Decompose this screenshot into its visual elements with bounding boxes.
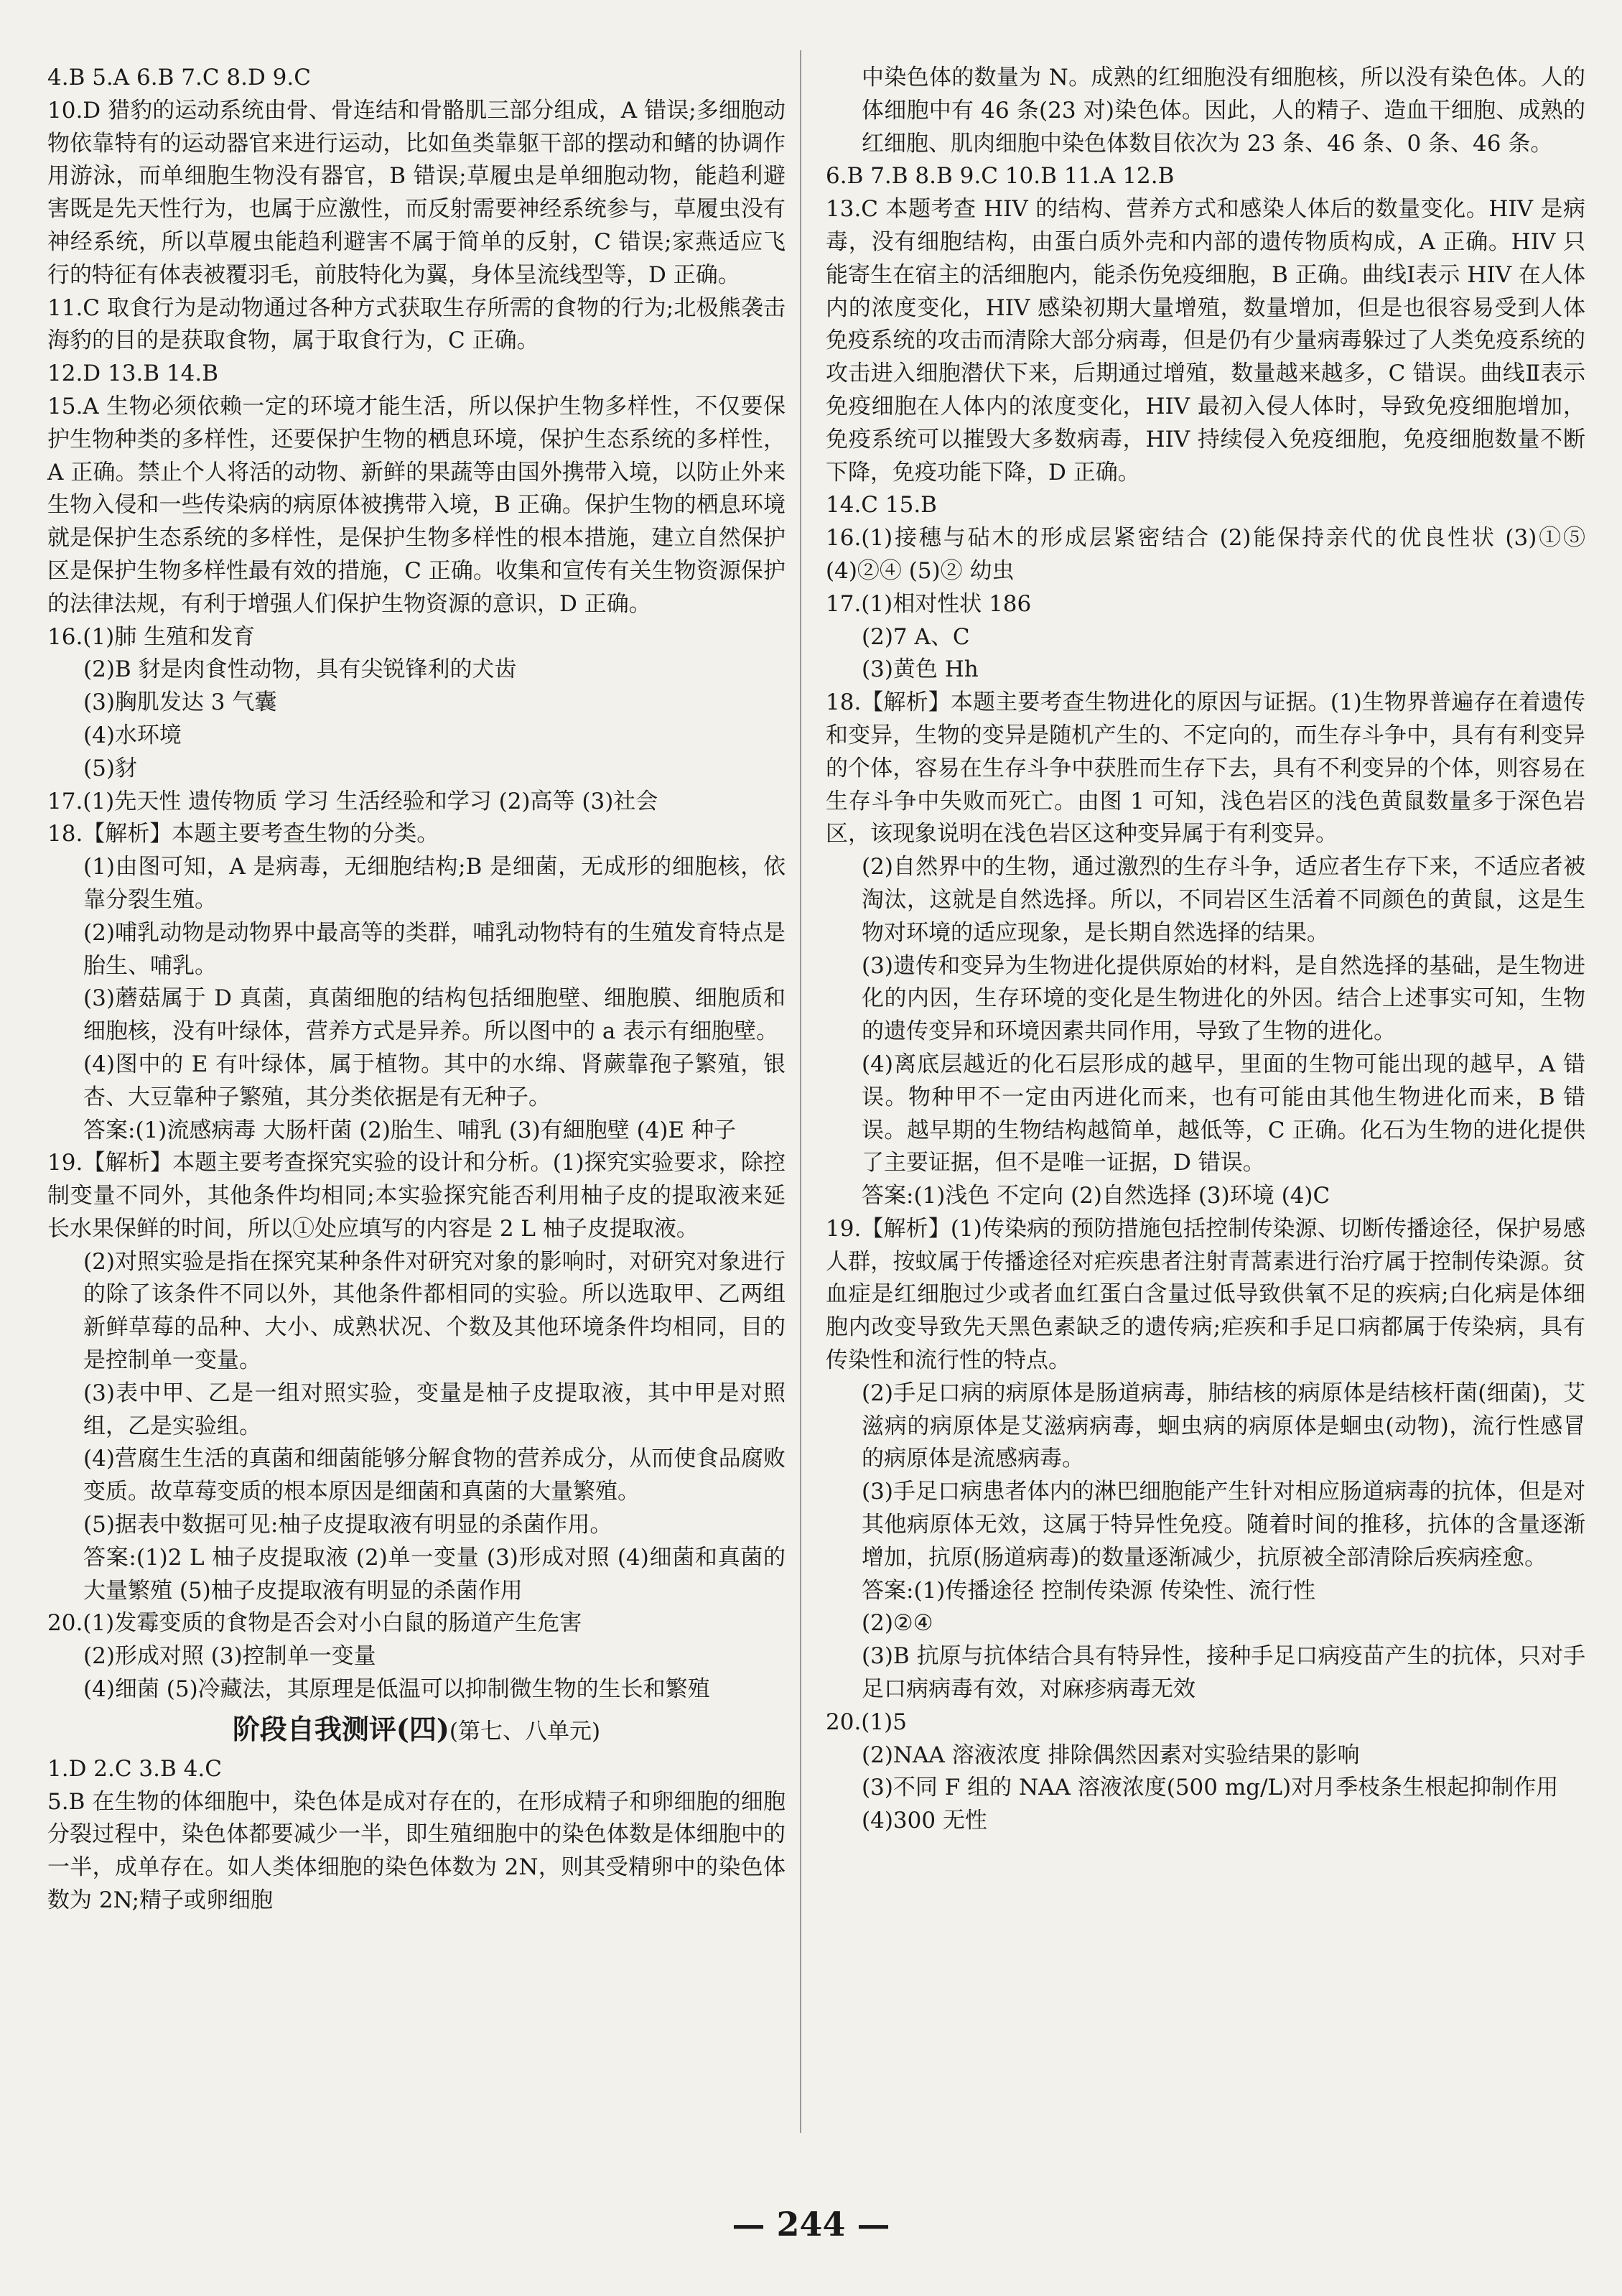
answer-sub: (2)形成对照 (3)控制单一变量 [83, 1643, 376, 1670]
section-heading [47, 1711, 786, 1750]
answer-q20: 20.(1)5 [826, 1709, 907, 1735]
answer-key: 答案:(1)浅色 不定向 (2)自然选择 (3)环境 (4)C [862, 1183, 1330, 1209]
answer-sub: (2)7 A、C [862, 623, 970, 650]
answer-q19: 19.【解析】(1)传染病的预防措施包括控制传染源、切断传播途径，保护易感人群，按蚊属于传播途径对疟疾患者注射青蒿素进行治疗属于控制传染源。贫血症是红细胞过少或者血红蛋白含量过低导致供氧不足的疾病;白化病是体细胞内改变导致先天黑色素缺乏的遗传病;疟疾和手足口病都属于传染病，具有传染性和流行性的特点。 [826, 1215, 1585, 1374]
answer-sub: (2)②④ [862, 1610, 933, 1637]
answer-sub: (3)黄色 Hh [862, 656, 979, 683]
left-column [47, 62, 786, 1918]
answer-q15: 15.A 生物必须依赖一定的环境才能生活，所以保护生物多样性，不仅要保护生物种类的多样性，还要保护生物的栖息环境，保护生态系统的多样性，A 正确。禁止个人将活的动物、新鲜的果蔬等由国外携带入境，以防止外来生物入侵和一些传染病的病原体被携带入境，B 正确。保护生物的栖息环境就是保护生态系统的多样性，是保护生物多样性的根本措施，建立自然保护区是保护生物多样性最有效的措施，C 正确。收集和宣传有关生物资源保护的法律法规，有利于增强人们保护生物资源的意识，D 正确。 [47, 393, 786, 617]
answer-q16: 16.(1)肺 生殖和发育 [47, 623, 256, 650]
answer-q18: 18.【解析】本题主要考查生物的分类。 [47, 821, 439, 847]
answer-key: 答案:(1)传播途径 控制传染源 传染性、流行性 [862, 1577, 1316, 1604]
answer-sub: (2)手足口病的病原体是肠道病毒，肺结核的病原体是结核杆菌(细菌)，艾滋病的病原体是艾滋病病毒，蛔虫病的病原体是蛔虫(动物)，流行性感冒的病原体是流感病毒。 [862, 1380, 1585, 1472]
answer-q17: 17.(1)先天性 遗传物质 学习 生活经验和学习 (2)高等 (3)社会 [47, 788, 658, 814]
answer-key: 答案:(1)2 L 柚子皮提取液 (2)单一变量 (3)形成对照 (4)细菌和真菌的大量繁殖 (5)柚子皮提取液有明显的杀菌作用 [83, 1544, 786, 1604]
answer-sub: (2)自然界中的生物，通过激烈的生存斗争，适应者生存下来，不适应者被淘汰，这就是自然选择。所以，不同岩区生活着不同颜色的黄鼠，这是生物对环境的适应现象，是长期自然选择的结果。 [862, 854, 1585, 946]
answer-sub: (4)水环境 [83, 722, 182, 748]
answer-q13: 13.C 本题考查 HIV 的结构、营养方式和感染人体后的数量变化。HIV 是病毒，没有细胞结构，由蛋白质外壳和内部的遗传物质构成，A 正确。HIV 只能寄生在宿主的活细胞内，能杀伤免疫细胞，B 正确。曲线Ⅰ表示 HIV 在人体内的浓度变化，HIV 感染初期大量增殖，数量增加，但是也很容易受到人体免疫系统的攻击而清除大部分病毒，但是仍有少量病毒躲过了人类免疫系统的攻击进入细胞潜伏下来，后期通过增殖，数量越来越多，C 错误。曲线Ⅱ表示免疫细胞在人体内的浓度变化，HIV 最初入侵人体时，导致免疫细胞增加，免疫系统可以摧毁大多数病毒，HIV 持续侵入免疫细胞，免疫细胞数量不断下降，免疫功能下降，D 正确。 [826, 196, 1585, 485]
answer-sub: (1)由图可知，A 是病毒，无细胞结构;B 是细菌，无成形的细胞核，依靠分裂生殖。 [83, 854, 786, 913]
answer-sub: (2)对照实验是指在探究某种条件对研究对象的影响时，对研究对象进行的除了该条件不同以外，其他条件都相同的实验。所以选取甲、乙两组新鲜草莓的品种、大小、成熟状况、个数及其他环境条件均相同，目的是控制单一变量。 [83, 1248, 786, 1374]
answer-sub: (3)不同 F 组的 NAA 溶液浓度(500 mg/L)对月季枝条生根起抑制作用 [862, 1775, 1559, 1801]
answer-sub: (3)蘑菇属于 D 真菌，真菌细胞的结构包括细胞壁、细胞膜、细胞质和细胞核，没有叶绿体，营养方式是异养。所以图中的 a 表示有细胞壁。 [83, 985, 786, 1045]
answer-sub: (3)胸肌发达 3 气囊 [83, 689, 277, 716]
answer-sub: (2)NAA 溶液浓度 排除偶然因素对实验结果的影响 [862, 1742, 1360, 1768]
answer-sub: (4)营腐生生活的真菌和细菌能够分解食物的营养成分，从而使食品腐败变质。故草莓变质的根本原因是细菌和真菌的大量繁殖。 [83, 1446, 786, 1505]
answer-sub: (3)手足口病患者体内的淋巴细胞能产生针对相应肠道病毒的抗体，但是对其他病原体无效，这属于特异性免疫。随着时间的推移，抗体的含量逐渐增加，抗原(肠道病毒)的数量逐渐减少，抗原被全部清除后疾病痊愈。 [862, 1479, 1585, 1571]
answer-continued: 中染色体的数量为 N。成熟的红细胞没有细胞核，所以没有染色体。人的体细胞中有 46 条(23 对)染色体。因此，人的精子、造血干细胞、成熟的红细胞、肌肉细胞中染色体数目依次为 23 条、46 条、0 条、46 条。 [862, 65, 1585, 157]
answer-line: 6.B 7.B 8.B 9.C 10.B 11.A 12.B [826, 163, 1175, 190]
answer-sub: (4)细菌 (5)冷藏法，其原理是低温可以抑制微生物的生长和繁殖 [83, 1676, 710, 1703]
answer-q16: 16.(1)接穗与砧木的形成层紧密结合 (2)能保持亲代的优良性状 (3)①⑤ (4)②④ (5)② 幼虫 [826, 525, 1585, 584]
answer-sub: (3)表中甲、乙是一组对照实验，变量是柚子皮提取液，其中甲是对照组，乙是实验组。 [83, 1380, 786, 1439]
answer-line: 12.D 13.B 14.B [47, 361, 219, 387]
answer-key: 答案:(1)流感病毒 大肠杆菌 (2)胎生、哺乳 (3)有細胞壁 (4)E 种子 [83, 1117, 736, 1143]
answer-q10: 10.D 猎豹的运动系统由骨、骨连结和骨骼肌三部分组成，A 错误;多细胞动物依靠特有的运动器官来进行运动，比如鱼类靠躯干部的摆动和鳍的协调作用游泳，而单细胞生物没有器官，B 错误;草履虫是单细胞动物，能趋利避害既是先天性行为，也属于应激性，而反射需要神经系统参与，草履虫没有神经系统，所以草履虫能趋利避害不属于简单的反射，C 错误;家燕适应飞行的特征有体表被覆羽毛，前肢特化为翼，身体呈流线型等，D 正确。 [47, 97, 786, 288]
answer-sub: (5)豺 [83, 755, 137, 781]
section-title: 阶段自我测评(四) [232, 1712, 449, 1745]
answer-q20: 20.(1)发霉变质的食物是否会对小白鼠的肠道产生危害 [47, 1610, 582, 1637]
answer-q5: 5.B 在生物的体细胞中，染色体是成对存在的，在形成精子和卵细胞的细胞分裂过程中，染色体都要减少一半，即生殖细胞中的染色体数是体细胞中的一半，成单存在。如人类体细胞的染色体数为 2N，则其受精卵中的染色体数为 2N;精子或卵细胞 [47, 1788, 786, 1914]
answer-q17: 17.(1)相对性状 186 [826, 590, 1032, 617]
page-number: — 244 — [732, 2205, 890, 2244]
answer-line: 4.B 5.A 6.B 7.C 8.D 9.C [47, 65, 311, 90]
answer-sub: (4)图中的 E 有叶绿体，属于植物。其中的水绵、肾蕨靠孢子繁殖，银杏、大豆靠种子繁殖，其分类依据是有无种子。 [83, 1051, 786, 1110]
column-divider [800, 50, 801, 2133]
section-subtitle: (第七、八单元) [449, 1718, 601, 1744]
answer-sub: (2)B 豺是肉食性动物，具有尖锐锋利的犬齿 [83, 656, 517, 683]
answer-sub: (2)哺乳动物是动物界中最高等的类群，哺乳动物特有的生殖发育特点是胎生、哺乳。 [83, 919, 786, 979]
answer-line: 14.C 15.B [826, 492, 937, 519]
answer-line: 1.D 2.C 3.B 4.C [47, 1755, 222, 1782]
right-column [826, 62, 1585, 1838]
answer-q18: 18.【解析】本题主要考查生物进化的原因与证据。(1)生物界普遍存在着遗传和变异，生物的变异是随机产生的、不定向的，而生存斗争中，具有有利变异的个体，容易在生存斗争中获胜而生存下去，具有不利变异的个体，则容易在生存斗争中失败而死亡。由图 1 可知，浅色岩区的浅色黄鼠数量多于深色岩区，该现象说明在浅色岩区这种变异属于有利变异。 [826, 689, 1585, 847]
answer-sub: (3)B 抗原与抗体结合具有特异性，接种手足口病疫苗产生的抗体，只对手足口病病毒有效，对麻疹病毒无效 [862, 1643, 1585, 1703]
answer-sub: (4)离底层越近的化石层形成的越早，里面的生物可能出现的越早，A 错误。物种甲不一定由丙进化而来，也有可能由其他生物进化而来，B 错误。越早期的生物结构越简单，越低等，C 正确。化石为生物的进化提供了主要证据，但不是唯一证据，D 错误。 [862, 1051, 1585, 1176]
answer-q19: 19.【解析】本题主要考查探究实验的设计和分析。(1)探究实验要求，除控制变量不同外，其他条件均相同;本实验探究能否利用柚子皮的提取液来延长水果保鲜的时间，所以①处应填写的内容是 2 L 柚子皮提取液。 [47, 1150, 786, 1242]
answer-sub: (3)遗传和变异为生物进化提供原始的材料，是自然选择的基础，是生物进化的内因，生存环境的变化是生物进化的外因。结合上述事实可知，生物的遗传变异和环境因素共同作用，导致了生物的进化。 [862, 952, 1585, 1045]
answer-q11: 11.C 取食行为是动物通过各种方式获取生存所需的食物的行为;北极熊袭击海豹的目的是获取食物，属于取食行为，C 正确。 [47, 294, 786, 354]
answer-sub: (4)300 无性 [862, 1808, 987, 1834]
answer-sub: (5)据表中数据可见:柚子皮提取液有明显的杀菌作用。 [83, 1512, 612, 1538]
